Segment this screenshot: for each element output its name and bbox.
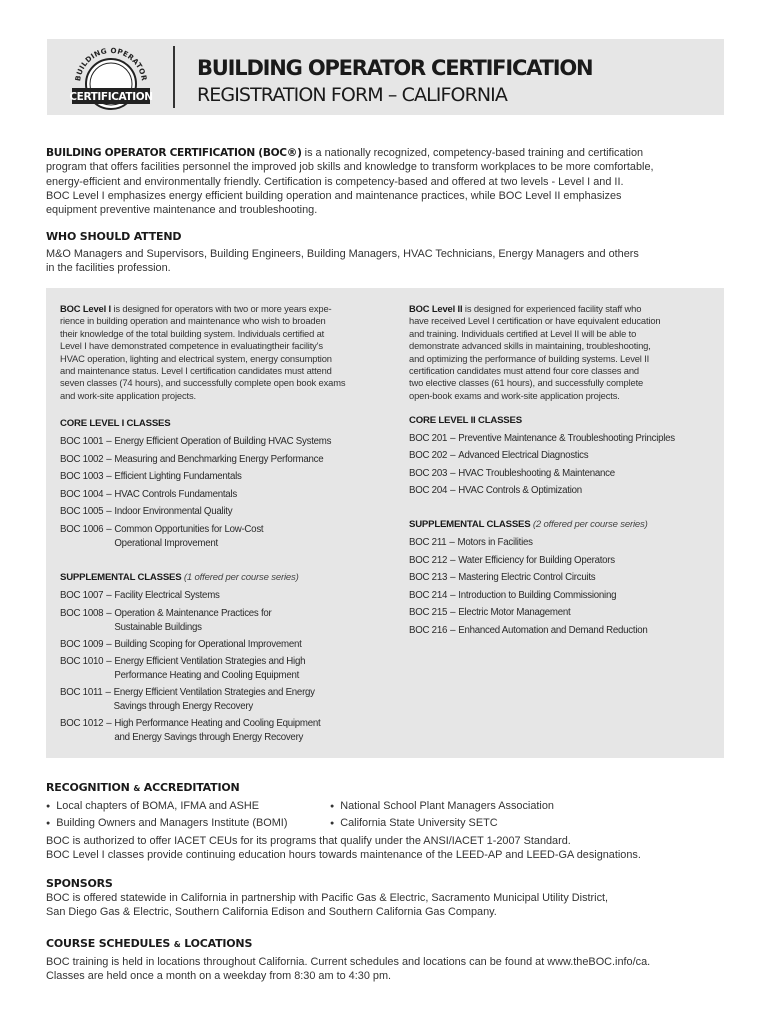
level1-line: rience in building operation and maintenance who wish to broaden — [60, 315, 326, 327]
intro-line: is a nationally recognized, competency-based training and certification — [304, 147, 644, 159]
course-item: BOC 1010 – Energy Efficient Ventilation Strategies and High Performance Heating and Cooling Equipment — [60, 656, 306, 681]
level1-line: and maintenance status. Level I certification candidates must attend — [60, 365, 332, 377]
intro-paragraph — [46, 146, 726, 217]
course-item: BOC 1001 – Energy Efficient Operation of Building HVAC Systems — [60, 436, 332, 447]
sponsors-paragraph — [46, 891, 726, 920]
course-item: BOC 216 – Enhanced Automation and Demand Reduction — [409, 625, 648, 636]
course-item: BOC 1005 – Indoor Environmental Quality — [60, 506, 233, 517]
recognition-paragraph — [46, 834, 726, 863]
level2-line: two elective classes (61 hours), and successfully complete — [409, 377, 644, 389]
course-item: BOC 213 – Mastering Electric Control Circuits — [409, 572, 596, 583]
list-item: ● Building Owners and Managers Institute (BOMI) — [46, 816, 287, 833]
course-item: BOC 1007 – Facility Electrical Systems — [60, 590, 220, 601]
who-heading: WHO SHOULD ATTEND — [46, 230, 182, 243]
logo-arc-text: BUILDING OPERATOR — [73, 45, 149, 82]
level2-supp-heading: SUPPLEMENTAL CLASSES (2 offered per course series) — [409, 519, 648, 530]
who-line: M&O Managers and Supervisors, Building Engineers, Building Managers, HVAC Technicians, Energy Managers and others — [46, 248, 639, 260]
list-item: ● National School Plant Managers Association — [330, 799, 554, 816]
level1-line: seven classes (74 hours), and successfully complete open book exams — [60, 377, 346, 389]
level1-line: HVAC operation, lighting and electrical system, energy consumption — [60, 352, 332, 364]
sponsors-line: BOC is offered statewide in California in partnership with Pacific Gas & Electric, Sacramento Municipal Utility District, — [46, 892, 609, 904]
level2-line: certification candidates must attend four core classes and — [409, 365, 639, 377]
schedules-paragraph — [46, 955, 726, 984]
list-item: ● California State University SETC — [330, 816, 554, 833]
level1-description — [60, 303, 390, 402]
level2-line: demonstrate advanced skills in maintaining, troubleshooting, — [409, 340, 651, 352]
level2-line: open-book exams and work-site application projects. — [409, 389, 620, 401]
course-item: BOC 1004 – HVAC Controls Fundamentals — [60, 489, 237, 500]
list-item: ● Local chapters of BOMA, IFMA and ASHE — [46, 799, 287, 816]
intro-lead: BUILDING OPERATOR CERTIFICATION (BOC®) — [46, 147, 302, 159]
course-item: BOC 1008 – Operation & Maintenance Practices for Sustainable Buildings — [60, 608, 272, 633]
boc-logo — [66, 44, 156, 110]
course-item: BOC 204 – HVAC Controls & Optimization — [409, 485, 582, 496]
course-item: BOC 202 – Advanced Electrical Diagnostics — [409, 450, 589, 461]
recognition-list-left — [46, 799, 287, 832]
schedules-line: Classes are held once a month on a weekday from 8:30 am to 4:30 pm. — [46, 970, 392, 983]
course-item: BOC 1012 – High Performance Heating and Cooling Equipment and Energy Savings through Energy Recovery — [60, 718, 321, 743]
header-divider — [173, 46, 175, 108]
level1-line: Level I have demonstrated competence in evaluatingtheir facility's — [60, 340, 323, 352]
course-item: BOC 1011 – Energy Efficient Ventilation Strategies and Energy Savings through Energy Recovery — [60, 687, 315, 712]
course-item: BOC 1009 – Building Scoping for Operational Improvement — [60, 639, 302, 650]
course-item: BOC 214 – Introduction to Building Commissioning — [409, 590, 617, 601]
sponsors-line: San Diego Gas & Electric, Southern California Edison and Southern California Gas Company. — [46, 906, 497, 919]
who-line: in the facilities profession. — [46, 262, 171, 275]
course-item: BOC 1002 – Measuring and Benchmarking Energy Performance — [60, 454, 324, 465]
intro-line: equipment preventive maintenance and troubleshooting. — [46, 204, 318, 217]
level1-line: is designed for operators with two or more years expe- — [113, 303, 332, 314]
schedules-line: BOC training is held in locations throughout California. Current schedules and locations can be found at www.theBOC.info/ca. — [46, 956, 651, 968]
level2-description — [409, 303, 709, 402]
level2-line: is designed for experienced facility staff who — [464, 303, 642, 314]
logo-word: CERTIFICATION — [69, 91, 153, 103]
level1-lead: BOC Level I — [60, 303, 111, 314]
sponsors-heading: SPONSORS — [46, 877, 113, 890]
intro-line: energy-efficient and environmentally friendly. Certification is competency-based and offered at two levels - Level I and II. — [46, 175, 624, 188]
page-title: BUILDING OPERATOR CERTIFICATION — [197, 56, 593, 80]
level2-line: and optimizing the performance of building systems. Level II — [409, 352, 650, 364]
course-item: BOC 201 – Preventive Maintenance & Troubleshooting Principles — [409, 433, 675, 444]
recognition-list-right — [330, 799, 554, 832]
course-item: BOC 1006 – Common Opportunities for Low-Cost Operational Improvement — [60, 524, 264, 549]
level1-core-heading: CORE LEVEL I CLASSES — [60, 418, 171, 429]
who-paragraph — [46, 247, 726, 276]
page-subtitle: REGISTRATION FORM – CALIFORNIA — [197, 84, 507, 106]
level2-lead: BOC Level II — [409, 303, 463, 314]
level2-core-heading: CORE LEVEL II CLASSES — [409, 415, 522, 426]
level2-line: and training. Individuals certified at Level II will be able to — [409, 327, 637, 339]
recognition-line: BOC is authorized to offer IACET CEUs for its programs that qualify under the ANSI/IACET 1-2007 Standard. — [46, 835, 571, 847]
level1-line: their knowledge of the total building system. Individuals certified at — [60, 327, 325, 339]
level1-line: and work-site application projects. — [60, 389, 196, 401]
course-item: BOC 211 – Motors in Facilities — [409, 537, 533, 548]
level2-line: have received Level I certification or have equivalent education — [409, 315, 661, 327]
schedules-heading: COURSE SCHEDULES & LOCATIONS — [46, 937, 253, 950]
recognition-heading: RECOGNITION & ACCREDITATION — [46, 781, 240, 794]
course-item: BOC 203 – HVAC Troubleshooting & Maintenance — [409, 468, 615, 479]
course-item: BOC 212 – Water Efficiency for Building Operators — [409, 555, 615, 566]
course-item: BOC 1003 – Efficient Lighting Fundamentals — [60, 471, 242, 482]
recognition-line: BOC Level I classes provide continuing education hours towards maintenance of the LEED-AP and LEED-GA designations. — [46, 849, 641, 862]
intro-line: BOC Level I emphasizes energy efficient building operation and maintenance practices, while BOC Level II emphasizes — [46, 189, 622, 202]
intro-line: program that offers facilities personnel the improved job skills and knowledge to transform workplaces to be more comfortable, — [46, 161, 654, 174]
course-item: BOC 215 – Electric Motor Management — [409, 607, 571, 618]
level1-supp-heading: SUPPLEMENTAL CLASSES (1 offered per course series) — [60, 572, 299, 583]
